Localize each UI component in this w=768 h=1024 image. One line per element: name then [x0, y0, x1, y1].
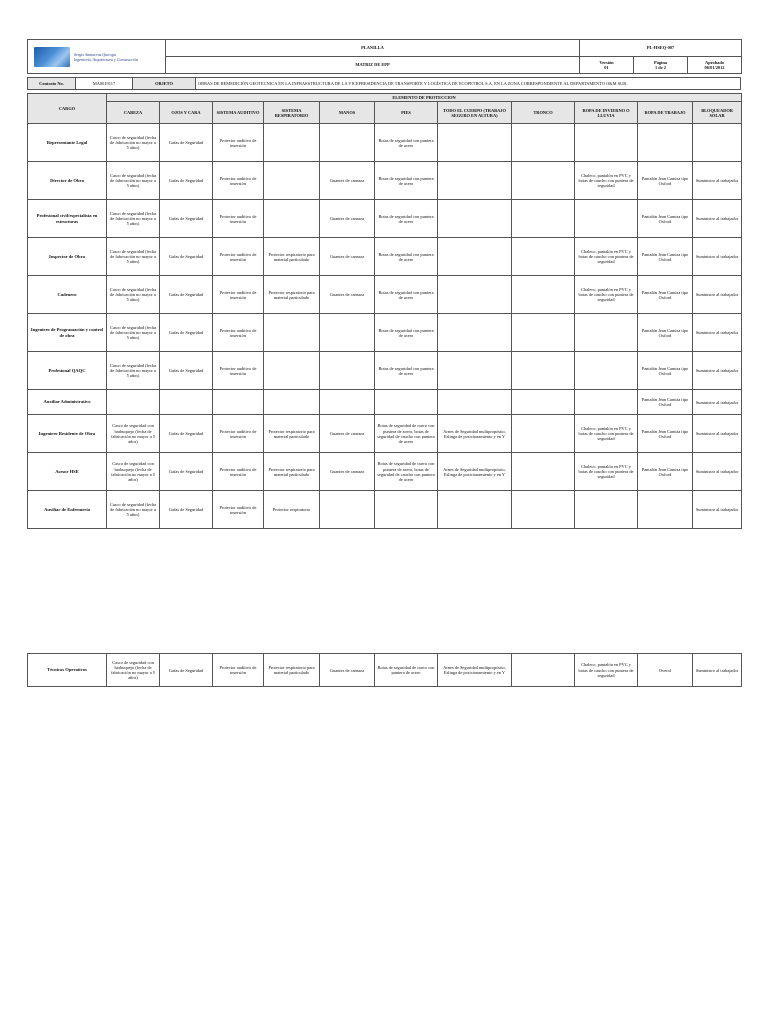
table-cell: Protector auditivo de insersión — [213, 124, 264, 162]
table-cell: Protector auditivo de insersión — [213, 314, 264, 352]
table-cell — [512, 276, 575, 314]
contract-label: Contrato No. — [28, 78, 76, 90]
table-cell: Suministro al trabajador — [693, 390, 742, 415]
table-cell — [264, 200, 320, 238]
column-header: BLOQUEADOR SOLAR — [693, 102, 742, 124]
table-cell: Protector auditivo de insersión — [213, 200, 264, 238]
column-header: PIES — [375, 102, 438, 124]
document-subtitle: MATRIZ DE EPP — [166, 57, 580, 74]
table-cell: Arnes de Seguridad multipropósito, Eslinga de posicionamiento y en Y — [438, 453, 512, 491]
column-header: TODO EL CUERPO (TRABAJO SEGURO EN ALTURA) — [438, 102, 512, 124]
table-cell: Guantes de carnaza — [320, 654, 375, 687]
cargo-cell: Profesional civil/especialista en estructuras — [28, 200, 107, 238]
table-cell: Botas de seguridad con puntera de acero — [375, 162, 438, 200]
table-cell: Protector respiratorio para material particulado — [264, 415, 320, 453]
table-cell — [438, 390, 512, 415]
objeto-label: OBJETO — [133, 78, 196, 90]
epp-matrix-sheet — [27, 39, 741, 687]
table-cell — [264, 124, 320, 162]
column-header: TRONCO — [512, 102, 575, 124]
table-cell — [575, 200, 638, 238]
table-cell: Protector auditivo de insersión — [213, 654, 264, 687]
table-cell: Suministro al trabajador — [693, 415, 742, 453]
table-cell — [438, 276, 512, 314]
table-cell: Protector auditivo de insersión — [213, 276, 264, 314]
document-code: PL-HSEQ-007 — [580, 40, 742, 57]
table-cell: Botas de seguridad con puntera de acero — [375, 314, 438, 352]
table-cell — [320, 352, 375, 390]
cargo-cell: Ingeniero Residente de Obra — [28, 415, 107, 453]
table-cell: Gafas de Seguridad — [160, 314, 213, 352]
table-row — [28, 390, 742, 415]
cargo-cell: Director de Obra — [28, 162, 107, 200]
company-name: Sergio Santacruz Quiroga — [74, 51, 116, 57]
table-cell: Protector respiratorio para material particulado — [264, 453, 320, 491]
table-cell: Casco de seguridad (fecha de fabricación no mayor a 5 años) — [107, 162, 160, 200]
table-cell: Chaleco, pantalón en PVC y botas de caucho con puntera de seguridad — [575, 162, 638, 200]
table-cell: Pantalón Jean Camisa tipo Oxford — [638, 276, 693, 314]
table-cell: Pantalón Jean Camisa tipo Oxford — [638, 390, 693, 415]
table-row — [28, 654, 742, 687]
table-cell — [512, 124, 575, 162]
table-row — [28, 162, 742, 200]
table-cell — [438, 491, 512, 529]
table-cell: Protector auditivo de insersión — [213, 453, 264, 491]
table-cell: Botas de seguridad de cuero con puntera de acero, botas de seguridad de caucho con puntera de acero — [375, 453, 438, 491]
table-cell: Suministro al trabajador — [693, 276, 742, 314]
table-cell — [512, 352, 575, 390]
table-cell: Casco de seguridad (fecha de fabricación no mayor a 5 años) — [107, 352, 160, 390]
document-title: PLANILLA — [166, 40, 580, 57]
table-cell: Casco de seguridad (fecha de fabricación no mayor a 5 años) — [107, 238, 160, 276]
cargo-cell: Inspector de Obra — [28, 238, 107, 276]
table-cell: Guantes de carnaza — [320, 276, 375, 314]
column-header: CABEZA — [107, 102, 160, 124]
table-cell: Gafas de Seguridad — [160, 654, 213, 687]
table-cell — [575, 352, 638, 390]
table-cell: Chaleco, pantalón en PVC y botas de caucho con puntera de seguridad — [575, 415, 638, 453]
table-cell: Pantalón Jean Camisa tipo Oxford — [638, 238, 693, 276]
table-cell — [375, 491, 438, 529]
column-header: OJOS Y CARA — [160, 102, 213, 124]
company-logo — [28, 40, 166, 74]
table-row — [28, 352, 742, 390]
table-cell: Pantalón Jean Camisa tipo Oxford — [638, 352, 693, 390]
table-cell: Casco de seguridad (fecha de fabricación no mayor a 5 años) — [107, 314, 160, 352]
column-header: MANOS — [320, 102, 375, 124]
cargo-cell: Profesional QAQC — [28, 352, 107, 390]
table-row — [28, 238, 742, 276]
table-cell: Gafas de Seguridad — [160, 200, 213, 238]
table-cell: Gafas de Seguridad — [160, 491, 213, 529]
table-cell: Casco de seguridad (fecha de fabricación no mayor a 5 años) — [107, 200, 160, 238]
table-cell — [438, 314, 512, 352]
table-cell: Chaleco, pantalón en PVC y botas de caucho con puntera de seguridad — [575, 654, 638, 687]
table-row — [28, 415, 742, 453]
table-cell — [320, 124, 375, 162]
table-cell: Botas de seguridad con puntera de acero — [375, 200, 438, 238]
cargo-cell: Representante Legal — [28, 124, 107, 162]
table-cell: Suministro al trabajador — [693, 314, 742, 352]
epp-table — [27, 93, 742, 529]
table-cell — [320, 314, 375, 352]
company-logo-icon — [34, 47, 70, 67]
cargo-cell: Técnicos Operativos — [28, 654, 107, 687]
epp-table-continued — [27, 653, 742, 687]
column-header: SISTEMA RESPIRATORIO — [264, 102, 320, 124]
table-cell: Gafas de Seguridad — [160, 276, 213, 314]
table-cell — [438, 162, 512, 200]
table-row — [28, 491, 742, 529]
column-header: SISTEMA AUDITIVO — [213, 102, 264, 124]
table-cell: Suministro al trabajador — [693, 352, 742, 390]
cargo-cell: Auxiliar de Enfermería — [28, 491, 107, 529]
table-cell: Protector respiratorio para material particulado — [264, 238, 320, 276]
table-cell — [438, 352, 512, 390]
table-cell: Botas de seguridad con puntera de acero — [375, 276, 438, 314]
table-cell — [320, 491, 375, 529]
table-cell — [512, 491, 575, 529]
cargo-cell: Cadenero — [28, 276, 107, 314]
table-cell — [512, 654, 575, 687]
contract-number: MA0019117 — [76, 78, 133, 90]
table-cell: Casco de seguridad (fecha de fabricación no mayor a 5 años) — [107, 276, 160, 314]
cargo-header: CARGO — [28, 94, 107, 124]
table-cell — [512, 415, 575, 453]
table-cell: Casco de seguridad con barbuquejo (fecha de fabricación no mayor a 5 años) — [107, 415, 160, 453]
table-cell: Pantalón Jean Camisa tipo Oxford — [638, 415, 693, 453]
table-cell: Arnes de Seguridad multipropósito, Eslinga de posicionamiento y en Y — [438, 415, 512, 453]
table-row — [28, 276, 742, 314]
table-row — [28, 124, 742, 162]
table-cell: Suministro al trabajador — [693, 238, 742, 276]
table-cell: Gafas de Seguridad — [160, 453, 213, 491]
company-tagline: Ingeniería, Arquitectura y Construcción — [74, 56, 139, 62]
table-cell: Casco de seguridad (fecha de fabricación no mayor a 5 años) — [107, 491, 160, 529]
table-cell: Botas de seguridad con puntera de acero — [375, 124, 438, 162]
table-cell: Pantalón Jean Camisa tipo Oxford — [638, 162, 693, 200]
table-cell — [264, 390, 320, 415]
table-cell: Casco de seguridad (fecha de fabricación no mayor a 5 años) — [107, 124, 160, 162]
table-cell — [575, 390, 638, 415]
table-cell — [107, 390, 160, 415]
table-cell — [512, 390, 575, 415]
table-cell: Pantalón Jean Camisa tipo Oxford — [638, 453, 693, 491]
table-cell — [512, 200, 575, 238]
table-cell — [264, 314, 320, 352]
page-cell: Página 1 de 2 — [634, 57, 688, 74]
table-cell: Botas de seguridad de cuero con puntera de acero, botas de seguridad de caucho con puntera de acero — [375, 415, 438, 453]
table-cell — [160, 390, 213, 415]
table-cell: Guantes de carnaza — [320, 238, 375, 276]
table-cell — [512, 162, 575, 200]
table-cell — [575, 314, 638, 352]
approved-cell: Aprobado 06/01/2012 — [688, 57, 742, 74]
table-cell — [575, 491, 638, 529]
table-cell: Arnes de Seguridad multipropósito, Eslinga de posicionamiento y en Y — [438, 654, 512, 687]
table-cell: Guantes de carnaza — [320, 415, 375, 453]
table-cell — [512, 238, 575, 276]
table-cell: Guantes de carnaza — [320, 453, 375, 491]
table-cell: Botas de seguridad de cuero con puntera de acero — [375, 654, 438, 687]
cargo-cell: Ingeniero de Programación y control de obra — [28, 314, 107, 352]
table-cell — [575, 124, 638, 162]
table-cell — [438, 124, 512, 162]
table-cell — [438, 238, 512, 276]
table-cell — [375, 390, 438, 415]
table-cell: Overol — [638, 654, 693, 687]
table-row — [28, 453, 742, 491]
table-cell — [512, 314, 575, 352]
table-cell: Guantes de carnaza — [320, 162, 375, 200]
table-cell: Gafas de Seguridad — [160, 124, 213, 162]
table-cell: Casco de seguridad con barbuquejo (fecha de fabricación no mayor a 5 años) — [107, 654, 160, 687]
table-cell — [638, 491, 693, 529]
table-cell: Protector auditivo de insersión — [213, 352, 264, 390]
table-cell: Protector respiratorio para material particulado — [264, 654, 320, 687]
table-cell: Protector auditivo de insersión — [213, 491, 264, 529]
table-cell — [213, 390, 264, 415]
table-cell: Gafas de Seguridad — [160, 415, 213, 453]
cargo-cell: Auxiliar Administrativo — [28, 390, 107, 415]
document-header — [27, 39, 742, 74]
table-cell — [320, 390, 375, 415]
column-header: ROPA DE TRABAJO — [638, 102, 693, 124]
table-cell: Protector auditivo de insersión — [213, 162, 264, 200]
table-row — [28, 200, 742, 238]
table-cell: Pantalón Jean Camisa tipo Oxford — [638, 200, 693, 238]
table-row — [28, 314, 742, 352]
table-cell: Protector respiratorio para material particulado — [264, 276, 320, 314]
contract-row — [27, 77, 741, 90]
table-cell: Suministro al trabajador — [693, 200, 742, 238]
table-cell: Botas de seguridad con puntera de acero — [375, 238, 438, 276]
table-cell: Protector auditivo de insersión — [213, 415, 264, 453]
group-header: ELEMENTO DE PROTECCION — [107, 94, 742, 102]
table-cell: Guantes de carnaza — [320, 200, 375, 238]
table-cell — [512, 453, 575, 491]
table-cell: Suministro al trabajador — [693, 453, 742, 491]
table-cell: Protector auditivo de insersión — [213, 238, 264, 276]
table-cell — [264, 162, 320, 200]
table-cell: Gafas de Seguridad — [160, 352, 213, 390]
column-header: ROPA DE INVIERNO O LLUVIA — [575, 102, 638, 124]
table-cell: Gafas de Seguridad — [160, 238, 213, 276]
table-cell: Chaleco, pantalón en PVC y botas de caucho con puntera de seguridad — [575, 453, 638, 491]
table-cell: Suministro al trabajador — [693, 491, 742, 529]
table-cell: Gafas de Seguridad — [160, 162, 213, 200]
objeto-text: OBRAS DE REMEDICIÓN GEOTECNICA EN LA INFRAESTRUCTURA DE LA VICEPRESIDENCIA DE TRANSPORTE Y LOGÍSTICA DE ECOPETROL S.A. EN LA ZONA CORRESPONDIENTE AL DEPARTAMENTO O&M SUR. — [196, 78, 741, 90]
version-cell: Versión 01 — [580, 57, 634, 74]
table-cell — [438, 200, 512, 238]
table-cell — [264, 352, 320, 390]
table-cell: Pantalón Jean Camisa tipo Oxford — [638, 314, 693, 352]
cargo-cell: Asesor HSE — [28, 453, 107, 491]
table-cell: Botas de seguridad con puntera de acero — [375, 352, 438, 390]
page-gap — [27, 529, 741, 653]
table-cell: Suministro al trabajador — [693, 654, 742, 687]
table-cell — [638, 124, 693, 162]
table-cell — [693, 124, 742, 162]
table-cell: Protector respiratorio — [264, 491, 320, 529]
table-cell: Casco de seguridad con barbuquejo (fecha de fabricación no mayor a 5 años) — [107, 453, 160, 491]
table-cell: Suministro al trabajador — [693, 162, 742, 200]
table-cell: Chaleco, pantalón en PVC y botas de caucho con puntera de seguridad — [575, 276, 638, 314]
table-cell: Chaleco, pantalón en PVC y botas de caucho con puntera de seguridad — [575, 238, 638, 276]
